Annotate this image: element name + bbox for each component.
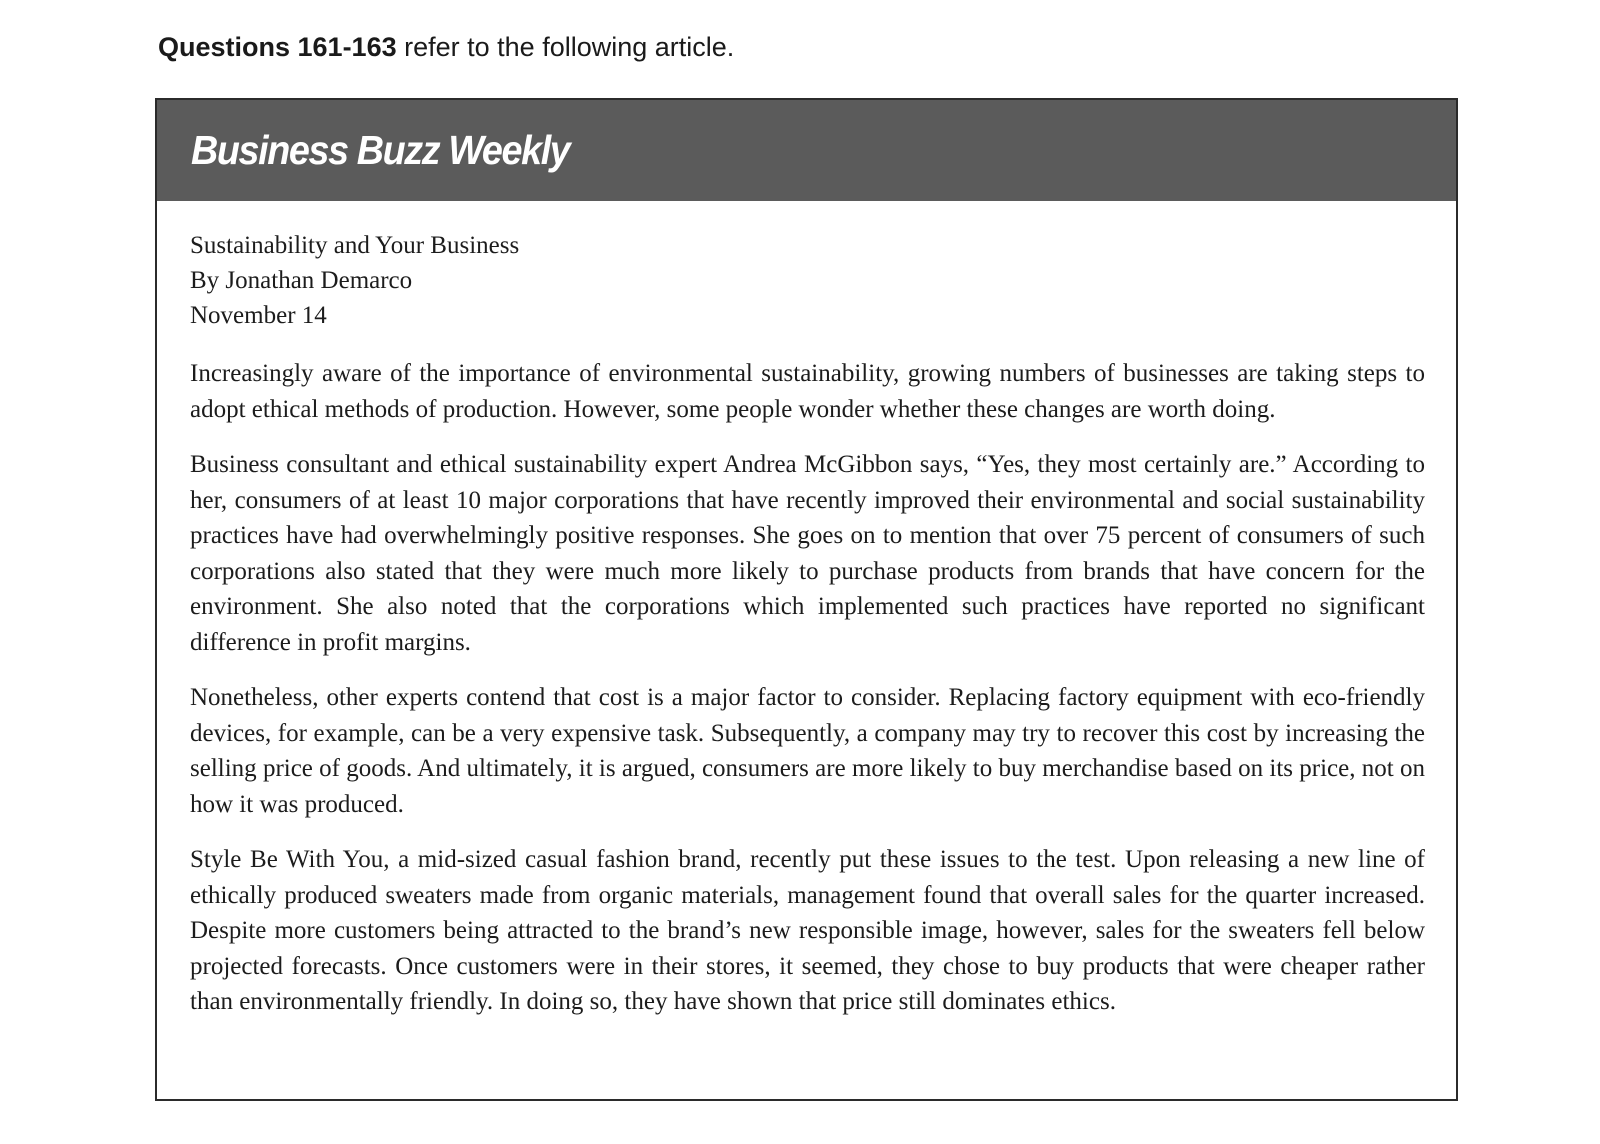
article-byline: By Jonathan Demarco — [190, 267, 413, 294]
article-paragraph-2: Business consultant and ethical sustainability expert Andrea McGibbon says, “Yes, they most certainly are.” According to her, consumers of at least 10 major corporations that have recently improved their environmental and social sustainability practices have had overwhelmingly positive responses. She goes on to mention that over 75 percent of consumers of such corporations also stated that they were much more likely to purchase products from brands that have concern for the environment. She also noted that the corporations which implemented such practices have reported no significant difference in profit margins. — [190, 451, 1425, 656]
publication-title: Business Buzz Weekly — [191, 127, 570, 173]
article-paragraph-3: Nonetheless, other experts contend that cost is a major factor to consider. Replacing factory equipment with eco-friendly devices, for example, can be a very expensive task. Subsequently, a company may try to recover this cost by increasing the selling price of goods. And ultimately, it is argued, consumers are more likely to buy merchandise based on its price, not on how it was produced. — [190, 684, 1425, 818]
article-box — [155, 98, 1458, 1101]
article-headline: Sustainability and Your Business — [190, 232, 520, 259]
question-intro-text: refer to the following article. — [396, 32, 735, 62]
question-range-label: Questions 161-163 — [158, 32, 397, 62]
masthead-banner — [157, 100, 1456, 201]
article-paragraph-1: Increasingly aware of the importance of environmental sustainability, growing numbers of businesses are taking steps to adopt ethical methods of production. However, some people wonder whether these changes are worth doing. — [190, 360, 1425, 423]
article-body — [190, 228, 1425, 1020]
question-intro — [158, 34, 734, 61]
article-date: November 14 — [190, 302, 327, 329]
article-paragraph-4: Style Be With You, a mid-sized casual fashion brand, recently put these issues to the test. Upon releasing a new line of ethically produced sweaters made from organic materials, management found that overall sales for the quarter increased. Despite more customers being attracted to the brand’s new responsible image, however, sales for the sweaters fell below projected forecasts. Once customers were in their stores, it seemed, they chose to buy products that were cheaper rather than environmentally friendly. In doing so, they have shown that price still dominates ethics. — [190, 846, 1425, 1015]
